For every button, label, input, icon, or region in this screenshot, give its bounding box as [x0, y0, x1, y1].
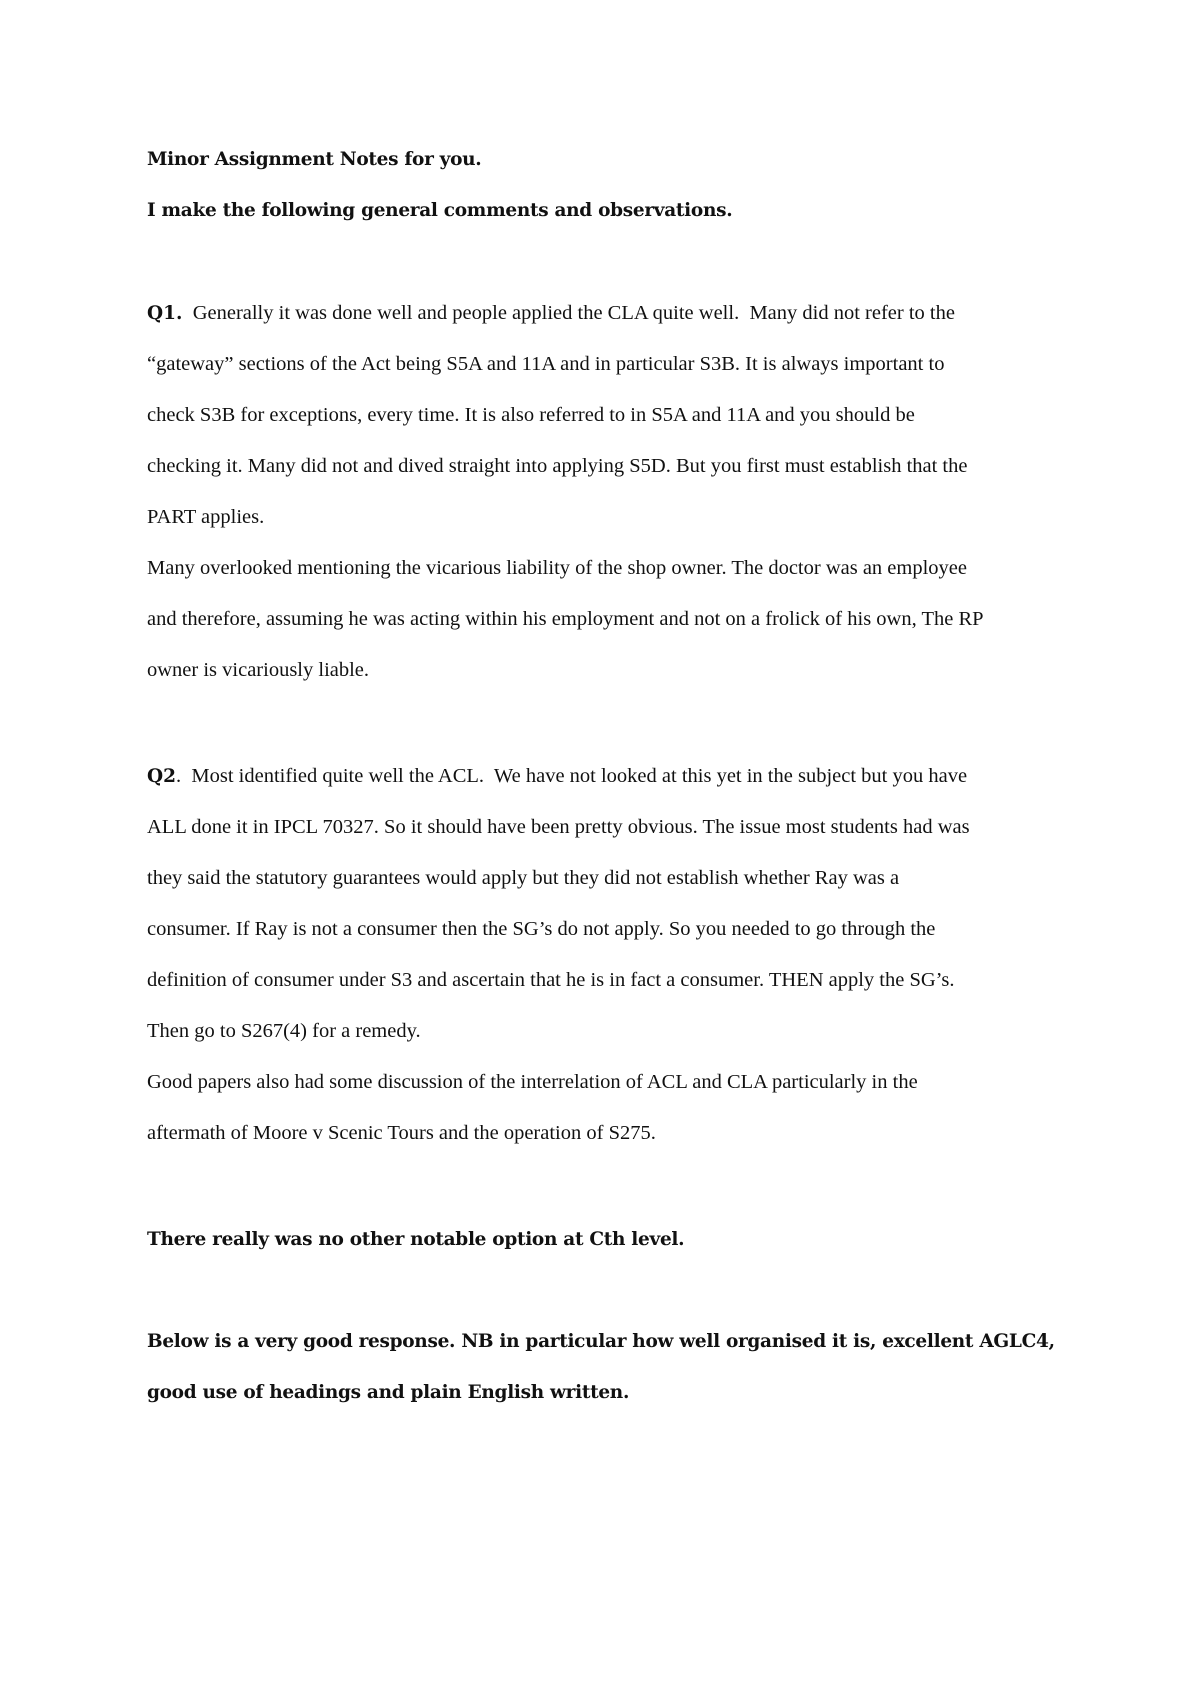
q1-line-1: [147, 301, 955, 326]
q1-line-2: “gateway” sections of the Act being S5A and 11A and in particular S3B. It is always important to: [147, 353, 945, 375]
intro-text: I make the following general comments and observations.: [147, 200, 733, 221]
q1-line-3: check S3B for exceptions, every time. It is also referred to in S5A and 11A and you should be: [147, 404, 915, 426]
q2-line-3: they said the statutory guarantees would apply but they did not establish whether Ray was a: [147, 867, 900, 889]
closing-line-2: good use of headings and plain English written.: [147, 1382, 630, 1403]
q2-line-8: aftermath of Moore v Scenic Tours and the operation of S275.: [147, 1122, 656, 1144]
q2-line-6: Then go to S267(4) for a remedy.: [147, 1020, 421, 1042]
q1-line-4: checking it. Many did not and dived straight into applying S5D. But you first must establish that the: [147, 455, 968, 477]
q2-label: Q2: [147, 766, 176, 787]
q1-text: Generally it was done well and people applied the CLA quite well. Many did not refer to the: [182, 302, 955, 324]
q1-line-7: and therefore, assuming he was acting within his employment and not on a frolick of his own, The RP: [147, 608, 984, 630]
q1-label: Q1.: [147, 303, 183, 324]
q2-line-5: definition of consumer under S3 and ascertain that he is in fact a consumer. THEN apply the SG’s.: [147, 969, 955, 991]
cth-note: There really was no other notable option at Cth level.: [147, 1229, 685, 1250]
q2-line-2: ALL done it in IPCL 70327. So it should have been pretty obvious. The issue most students had was: [147, 816, 970, 838]
q2-line-1: [147, 764, 967, 789]
q2-line-7: Good papers also had some discussion of the interrelation of ACL and CLA particularly in the: [147, 1071, 918, 1093]
q2-line-4: consumer. If Ray is not a consumer then the SG’s do not apply. So you needed to go through the: [147, 918, 936, 940]
q1-line-5: PART applies.: [147, 506, 265, 528]
q1-line-6: Many overlooked mentioning the vicarious liability of the shop owner. The doctor was an employee: [147, 557, 967, 579]
closing-line-1: Below is a very good response. NB in particular how well organised it is, excellent AGLC4,: [147, 1331, 1055, 1352]
document-title: Minor Assignment Notes for you.: [147, 149, 482, 170]
q2-text: . Most identified quite well the ACL. We have not looked at this yet in the subject but you have: [176, 765, 968, 787]
q1-line-8: owner is vicariously liable.: [147, 659, 370, 681]
